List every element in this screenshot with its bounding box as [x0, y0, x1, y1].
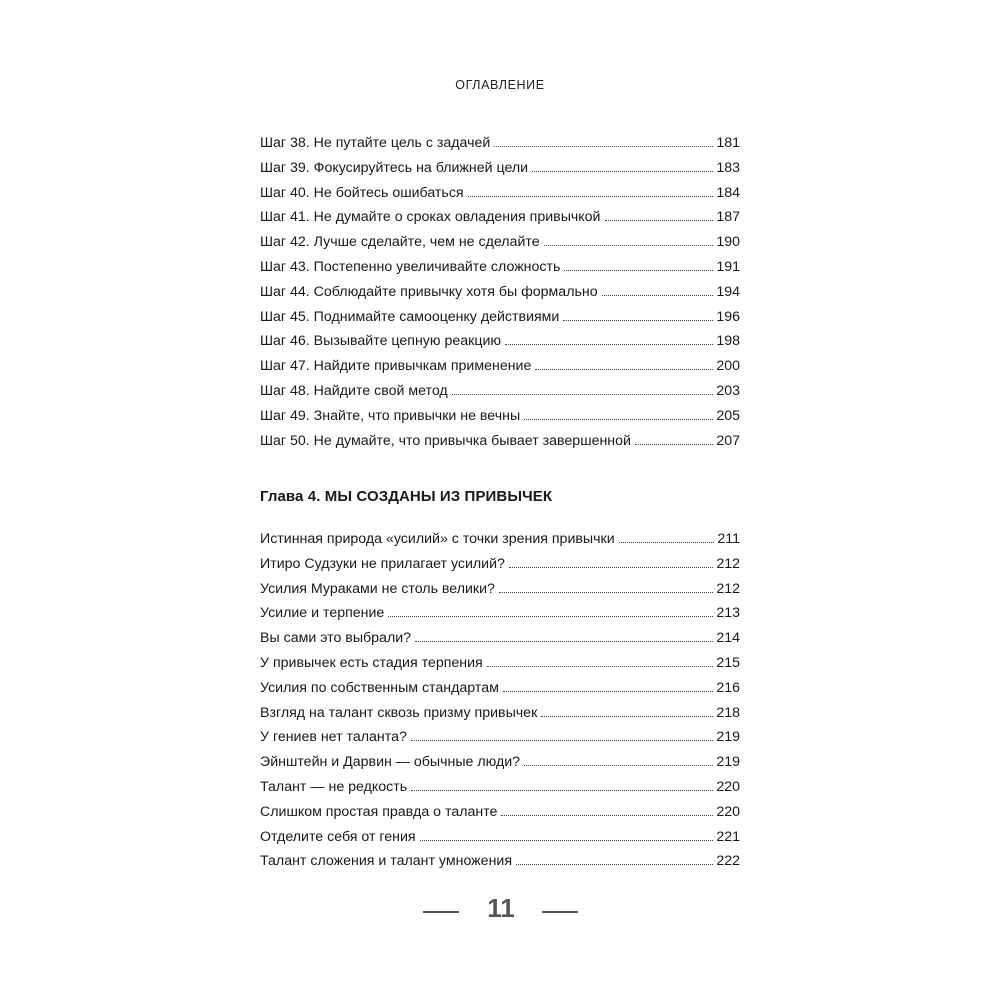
- dot-leader: [501, 815, 713, 816]
- dot-leader: [524, 765, 713, 766]
- dot-leader: [619, 542, 715, 543]
- page-number: 11: [487, 893, 515, 923]
- dot-leader: [516, 864, 713, 865]
- toc-entry-page: 212: [716, 555, 740, 572]
- toc-entry-title: Талант — не редкость: [260, 778, 408, 795]
- toc-entry-title: Талант сложения и талант умножения: [260, 853, 513, 870]
- toc-entry: [260, 205, 740, 230]
- dot-leader: [415, 641, 713, 642]
- dot-leader: [544, 245, 714, 246]
- toc-entry-page: 200: [716, 358, 740, 375]
- toc-entry-title: Шаг 48. Найдите свой метод: [260, 382, 448, 399]
- toc-entry-title: Слишком простая правда о таланте: [260, 803, 498, 820]
- toc-entry-page: 194: [716, 283, 740, 300]
- toc-entry: [260, 552, 740, 577]
- dot-leader: [420, 840, 714, 841]
- dot-leader: [503, 691, 713, 692]
- toc-entry-page: 214: [716, 630, 740, 647]
- toc-entry-title: Усилия Мураками не столь велики?: [260, 580, 495, 597]
- toc-entry-page: 215: [716, 654, 740, 671]
- toc-entry-page: 191: [716, 258, 740, 275]
- dot-leader: [564, 270, 713, 271]
- dot-leader: [388, 616, 713, 617]
- toc-entry: [260, 305, 740, 330]
- toc-chapter4-list: [260, 527, 740, 874]
- dot-leader: [452, 394, 714, 395]
- toc-entry-title: У гениев нет таланта?: [260, 729, 407, 746]
- dot-leader: [535, 369, 713, 370]
- dot-leader: [605, 220, 714, 221]
- toc-entry-title: Шаг 44. Соблюдайте привычку хотя бы формально: [260, 283, 598, 300]
- toc-entry: [260, 230, 740, 255]
- toc-entry: [260, 329, 740, 354]
- page-folio: [0, 893, 1000, 929]
- toc-entry-title: Шаг 39. Фокусируйтесь на ближней цели: [260, 159, 529, 176]
- toc-entry-title: Отделите себя от гения: [260, 828, 416, 845]
- toc-entry: [260, 181, 740, 206]
- toc-entry-title: Шаг 38. Не путайте цель с задачей: [260, 135, 491, 151]
- dot-leader: [509, 567, 713, 568]
- toc-entry-page: 203: [716, 382, 740, 399]
- dot-leader: [505, 344, 713, 345]
- toc-entry-title: Истинная природа «усилий» с точки зрения привычки: [260, 531, 615, 547]
- toc-entry-title: Шаг 41. Не думайте о сроках овладения привычкой: [260, 209, 601, 226]
- dot-leader: [411, 790, 713, 791]
- toc-entry-page: 198: [716, 333, 740, 350]
- toc-entry: [260, 429, 740, 454]
- toc-entry-page: 216: [716, 679, 740, 696]
- toc-entry: [260, 131, 740, 156]
- toc-entry-page: 221: [716, 828, 740, 845]
- toc-entry: [260, 750, 740, 775]
- toc-entry-title: Взгляд на талант сквозь призму привычек: [260, 704, 538, 721]
- dot-leader: [487, 666, 714, 667]
- toc-steps-list: [260, 131, 740, 453]
- toc-entry-page: 220: [716, 778, 740, 795]
- toc-entry-page: 222: [716, 853, 740, 870]
- toc-entry: [260, 255, 740, 280]
- toc-entry: [260, 800, 740, 825]
- chapter-heading: Глава 4. МЫ СОЗДАНЫ ИЗ ПРИВЫЧЕК: [260, 488, 553, 505]
- toc-entry-page: 205: [716, 407, 740, 424]
- dot-leader: [602, 295, 714, 296]
- toc-entry: [260, 849, 740, 874]
- dot-leader: [563, 320, 713, 321]
- toc-entry: [260, 701, 740, 726]
- toc-entry-title: Шаг 45. Поднимайте самооценку действиями: [260, 308, 560, 325]
- dot-leader: [468, 196, 714, 197]
- toc-entry-title: Шаг 47. Найдите привычкам применение: [260, 358, 532, 375]
- toc-entry: [260, 527, 740, 552]
- toc-entry: [260, 775, 740, 800]
- toc-entry-title: Вы сами это выбрали?: [260, 630, 412, 647]
- toc-entry-title: Шаг 49. Знайте, что привычки не вечны: [260, 407, 521, 424]
- toc-entry-page: 219: [716, 754, 740, 771]
- toc-entry: [260, 404, 740, 429]
- dot-leader: [411, 740, 713, 741]
- toc-entry-page: 211: [717, 531, 740, 547]
- toc-entry-page: 183: [716, 159, 740, 176]
- toc-entry: [260, 280, 740, 305]
- running-head: ОГЛАВЛЕНИЕ: [455, 78, 545, 92]
- toc-entry-page: 184: [716, 184, 740, 201]
- toc-entry: [260, 156, 740, 181]
- toc-entry: [260, 577, 740, 602]
- toc-entry-page: 187: [716, 209, 740, 226]
- toc-entry-title: Шаг 40. Не бойтесь ошибаться: [260, 184, 464, 201]
- toc-entry-title: Усилие и терпение: [260, 605, 385, 622]
- folio-rule-right: [542, 911, 578, 913]
- toc-entry-page: 213: [716, 605, 740, 622]
- dot-leader: [494, 146, 713, 147]
- toc-entry-page: 212: [716, 580, 740, 597]
- dot-leader: [541, 716, 713, 717]
- dot-leader: [524, 419, 713, 420]
- toc-entry-page: 219: [716, 729, 740, 746]
- toc-entry-page: 220: [716, 803, 740, 820]
- toc-entry: [260, 626, 740, 651]
- dot-leader: [635, 444, 713, 445]
- toc-entry: [260, 651, 740, 676]
- toc-entry-page: 181: [716, 135, 740, 151]
- toc-entry: [260, 725, 740, 750]
- toc-entry-page: 218: [716, 704, 740, 721]
- toc-entry-title: У привычек есть стадия терпения: [260, 654, 483, 671]
- toc-entry: [260, 825, 740, 850]
- toc-entry-page: 207: [716, 432, 740, 449]
- dot-leader: [499, 592, 713, 593]
- toc-entry-title: Итиро Судзуки не прилагает усилий?: [260, 555, 505, 572]
- folio-rule-left: [423, 911, 459, 913]
- toc-entry-title: Шаг 46. Вызывайте цепную реакцию: [260, 333, 502, 350]
- toc-entry-page: 190: [716, 234, 740, 251]
- toc-entry: [260, 676, 740, 701]
- dot-leader: [532, 171, 713, 172]
- toc-entry-page: 196: [716, 308, 740, 325]
- toc-entry: [260, 601, 740, 626]
- toc-entry-title: Шаг 42. Лучше сделайте, чем не сделайте: [260, 234, 540, 251]
- toc-entry-title: Эйнштейн и Дарвин — обычные люди?: [260, 754, 521, 771]
- toc-entry-title: Усилия по собственным стандартам: [260, 679, 499, 696]
- toc-entry-title: Шаг 50. Не думайте, что привычка бывает завершенной: [260, 432, 631, 449]
- toc-entry: [260, 354, 740, 379]
- toc-entry: [260, 379, 740, 404]
- toc-entry-title: Шаг 43. Постепенно увеличивайте сложность: [260, 258, 561, 275]
